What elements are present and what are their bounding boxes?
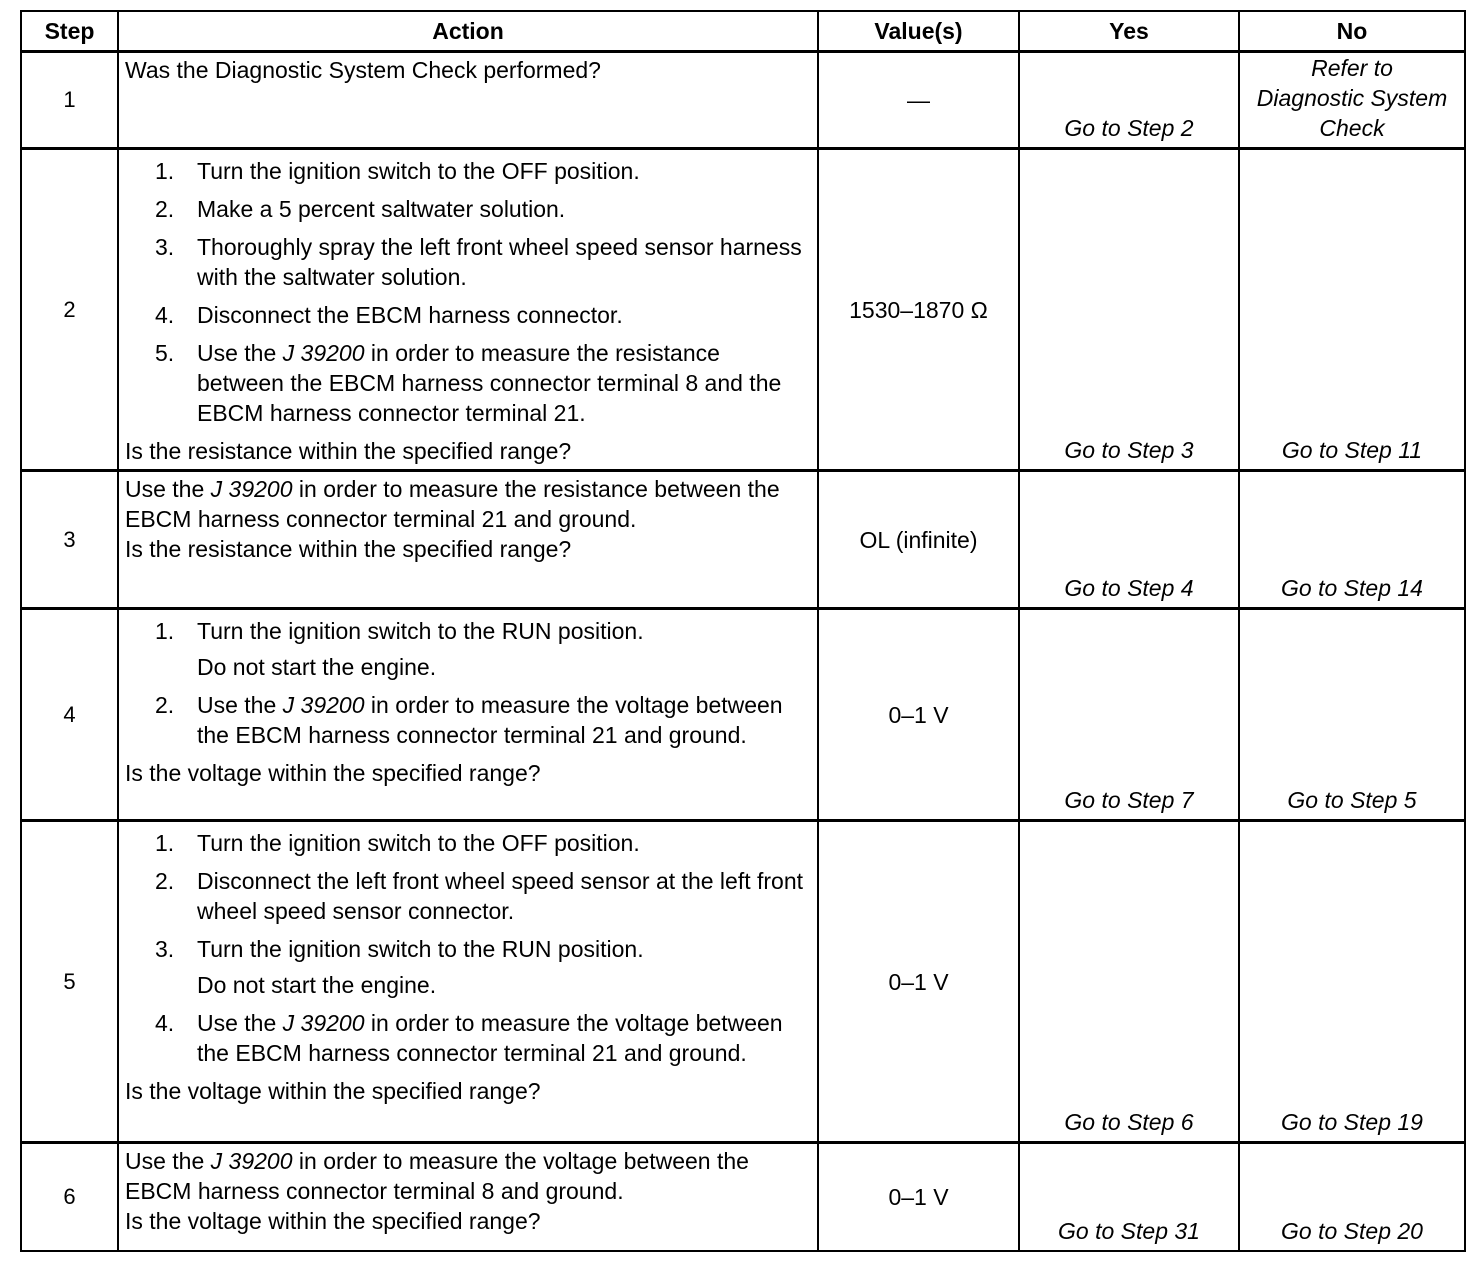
- tool-reference: J 39200: [282, 1010, 365, 1036]
- action-cell: [118, 52, 818, 149]
- header-value: Value(s): [818, 11, 1019, 52]
- list-item: 4. Use the J 39200 in order to measure the voltage between the EBCM harness connector terminal 21 and ground.: [155, 1010, 783, 1066]
- yes-cell: Go to Step 2: [1019, 52, 1239, 149]
- list-item: 2. Disconnect the left front wheel speed sensor at the left front wheel speed sensor connector.: [155, 868, 804, 924]
- action-cell: [118, 609, 818, 821]
- step-number: 5: [21, 821, 118, 1143]
- procedure-list: [125, 156, 811, 428]
- table-row-step-6: [21, 1143, 1465, 1251]
- tool-reference: J 39200: [210, 1148, 293, 1174]
- yes-cell: Go to Step 6: [1019, 821, 1239, 1143]
- no-cell: Go to Step 5: [1239, 609, 1465, 821]
- diagnostic-table: [20, 10, 1466, 1252]
- step-number: 3: [21, 471, 118, 609]
- action-question: Was the Diagnostic System Check performed?: [125, 57, 601, 83]
- no-cell: [1239, 52, 1465, 149]
- list-item: 4. Disconnect the EBCM harness connector.: [155, 302, 623, 328]
- yes-cell: Go to Step 7: [1019, 609, 1239, 821]
- refer-target-text: Diagnostic System Check: [1256, 85, 1448, 141]
- action-instruction: Use the J 39200 in order to measure the voltage between the EBCM harness connector terminal 8 and ground.: [125, 1148, 749, 1204]
- list-item: 3. Turn the ignition switch to the RUN position. Do not start the engine.: [125, 934, 811, 1000]
- value-cell: 1530–1870 Ω: [818, 149, 1019, 471]
- list-item: 2. Make a 5 percent saltwater solution.: [155, 196, 566, 222]
- step-number: 2: [21, 149, 118, 471]
- tool-reference: J 39200: [282, 692, 365, 718]
- no-cell: Go to Step 14: [1239, 471, 1465, 609]
- table-row-step-5: [21, 821, 1465, 1143]
- action-cell: [118, 821, 818, 1143]
- diagnostic-table-wrapper: [20, 10, 1464, 1252]
- list-item: 1. Turn the ignition switch to the OFF position.: [155, 830, 640, 856]
- step-number: 6: [21, 1143, 118, 1251]
- action-question: Is the voltage within the specified range?: [125, 1078, 541, 1104]
- action-instruction: Use the J 39200 in order to measure the resistance between the EBCM harness connector terminal 21 and ground.: [125, 476, 780, 532]
- no-cell: Go to Step 20: [1239, 1143, 1465, 1251]
- refer-to-text: Refer to: [1311, 55, 1393, 81]
- value-cell: 0–1 V: [818, 821, 1019, 1143]
- action-cell: [118, 471, 818, 609]
- list-item: 2. Use the J 39200 in order to measure the voltage between the EBCM harness connector terminal 21 and ground.: [155, 692, 783, 748]
- value-cell: 0–1 V: [818, 1143, 1019, 1251]
- no-cell: Go to Step 11: [1239, 149, 1465, 471]
- list-item: 3. Thoroughly spray the left front wheel speed sensor harness with the saltwater solution.: [155, 234, 802, 290]
- yes-cell: Go to Step 3: [1019, 149, 1239, 471]
- value-cell: 0–1 V: [818, 609, 1019, 821]
- value-cell: —: [818, 52, 1019, 149]
- header-yes: Yes: [1019, 11, 1239, 52]
- action-question: Is the voltage within the specified range?: [125, 760, 541, 786]
- action-cell: [118, 149, 818, 471]
- action-cell: [118, 1143, 818, 1251]
- list-item: 1. Turn the ignition switch to the RUN position. Do not start the engine.: [125, 616, 811, 682]
- step-number: 4: [21, 609, 118, 821]
- list-item-note: Do not start the engine.: [197, 654, 437, 680]
- header-row: [21, 11, 1465, 52]
- yes-cell: Go to Step 31: [1019, 1143, 1239, 1251]
- header-no: No: [1239, 11, 1465, 52]
- tool-reference: J 39200: [210, 476, 293, 502]
- header-step: Step: [21, 11, 118, 52]
- action-question: Is the voltage within the specified range?: [125, 1208, 541, 1234]
- action-question: Is the resistance within the specified range?: [125, 536, 572, 562]
- list-item: 1. Turn the ignition switch to the OFF position.: [155, 158, 640, 184]
- procedure-list: [125, 616, 811, 750]
- table-row-step-4: [21, 609, 1465, 821]
- step-number: 1: [21, 52, 118, 149]
- header-action: Action: [118, 11, 818, 52]
- tool-reference: J 39200: [282, 340, 365, 366]
- table-row-step-3: [21, 471, 1465, 609]
- action-question: Is the resistance within the specified range?: [125, 438, 572, 464]
- list-item-note: Do not start the engine.: [197, 972, 437, 998]
- yes-cell: Go to Step 4: [1019, 471, 1239, 609]
- value-cell: OL (infinite): [818, 471, 1019, 609]
- procedure-list: [125, 828, 811, 1068]
- table-row-step-2: [21, 149, 1465, 471]
- no-cell: Go to Step 19: [1239, 821, 1465, 1143]
- table-row-step-1: [21, 52, 1465, 149]
- list-item: 5. Use the J 39200 in order to measure the resistance between the EBCM harness connector terminal 8 and the EBCM harness connector terminal 21.: [155, 340, 782, 426]
